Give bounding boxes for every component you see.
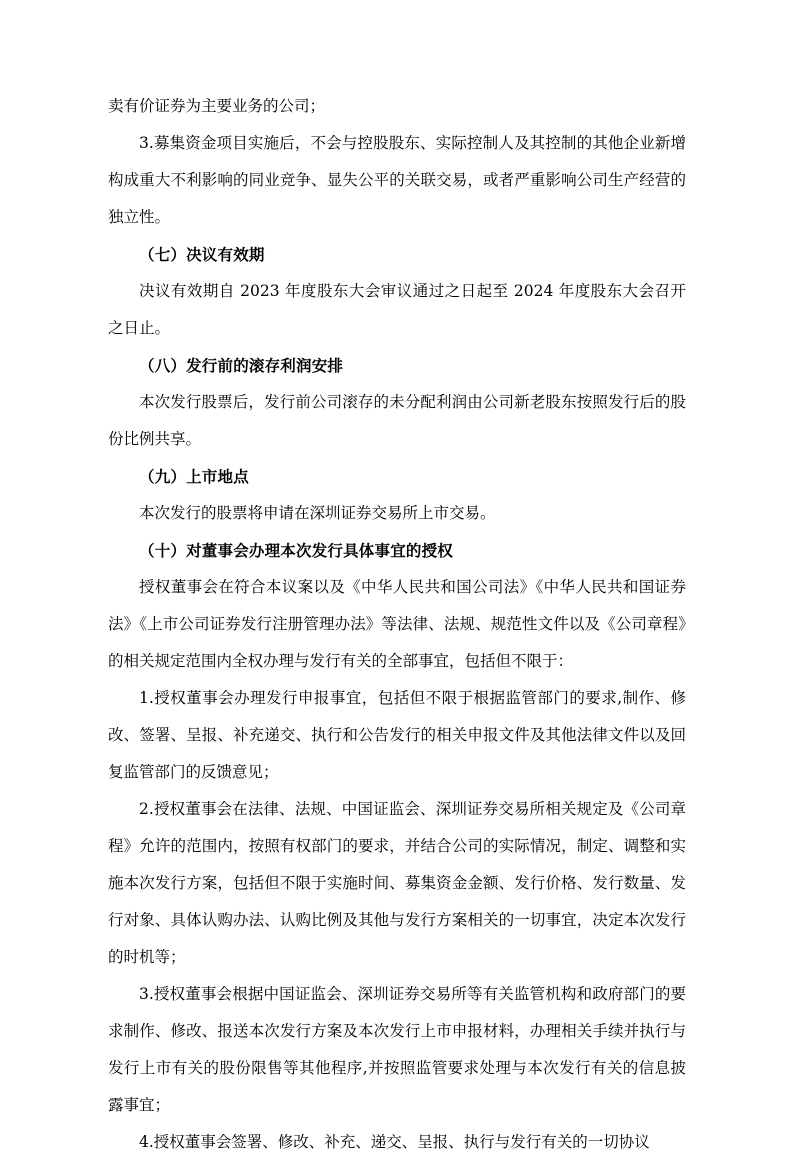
- paragraph-section-7: 决议有效期自 2023 年度股东大会审议通过之日起至 2024 年度股东大会召开之日止。: [108, 282, 686, 337]
- paragraph-item-3: 3.募集资金项目实施后，不会与控股股东、实际控制人及其控制的其他企业新增构成重大不利影响的同业竞争、显失公平的关联交易，或者严重影响公司生产经营的独立性。: [108, 134, 686, 226]
- section-heading-9: （九）上市地点: [139, 467, 249, 486]
- paragraph-section-10-item-3: 3.授权董事会根据中国证监会、深圳证券交易所等有关监管机构和政府部门的要求制作、修改、报送本次发行方案及本次发行上市申报材料，办理相关手续并执行与发行上市有关的股份限售等其他程序,并按照监管要求处理与本次发行有关的信息披露事宜；: [108, 985, 686, 1114]
- paragraph-section-8: 本次发行股票后，发行前公司滚存的未分配利润由公司新老股东按照发行后的股份比例共享。: [108, 393, 686, 448]
- paragraph-section-10-intro: 授权董事会在符合本议案以及《中华人民共和国公司法》《中华人民共和国证券法》《上市公司证券发行注册管理办法》等法律、法规、规范性文件以及《公司章程》的相关规定范围内全权办理与发行有关的全部事宜，包括但不限于：: [108, 578, 686, 670]
- paragraph-continuation: 卖有价证券为主要业务的公司；: [108, 97, 326, 115]
- paragraph-section-10-item-1: 1.授权董事会办理发行申报事宜，包括但不限于根据监管部门的要求,制作、修改、签署、呈报、补充递交、执行和公告发行的相关申报文件及其他法律文件以及回复监管部门的反馈意见；: [108, 689, 686, 781]
- document-body: [108, 88, 686, 1161]
- section-heading-7: （七）决议有效期: [139, 245, 265, 264]
- paragraph-section-9: 本次发行的股票将申请在深圳证券交易所上市交易。: [139, 504, 496, 522]
- section-heading-10: （十）对董事会办理本次发行具体事宜的授权: [139, 541, 454, 560]
- paragraph-section-10-item-4: 4.授权董事会签署、修改、补充、递交、呈报、执行与发行有关的一切协议: [139, 1133, 650, 1151]
- section-heading-8: （八）发行前的滚存利润安排: [139, 356, 344, 375]
- paragraph-section-10-item-2: 2.授权董事会在法律、法规、中国证监会、深圳证券交易所相关规定及《公司章程》允许的范围内，按照有权部门的要求，并结合公司的实际情况，制定、调整和实施本次发行方案，包括但不限于实施时间、募集资金金额、发行价格、发行数量、发行对象、具体认购办法、认购比例及其他与发行方案相关的一切事宜，决定本次发行的时机等；: [108, 800, 686, 966]
